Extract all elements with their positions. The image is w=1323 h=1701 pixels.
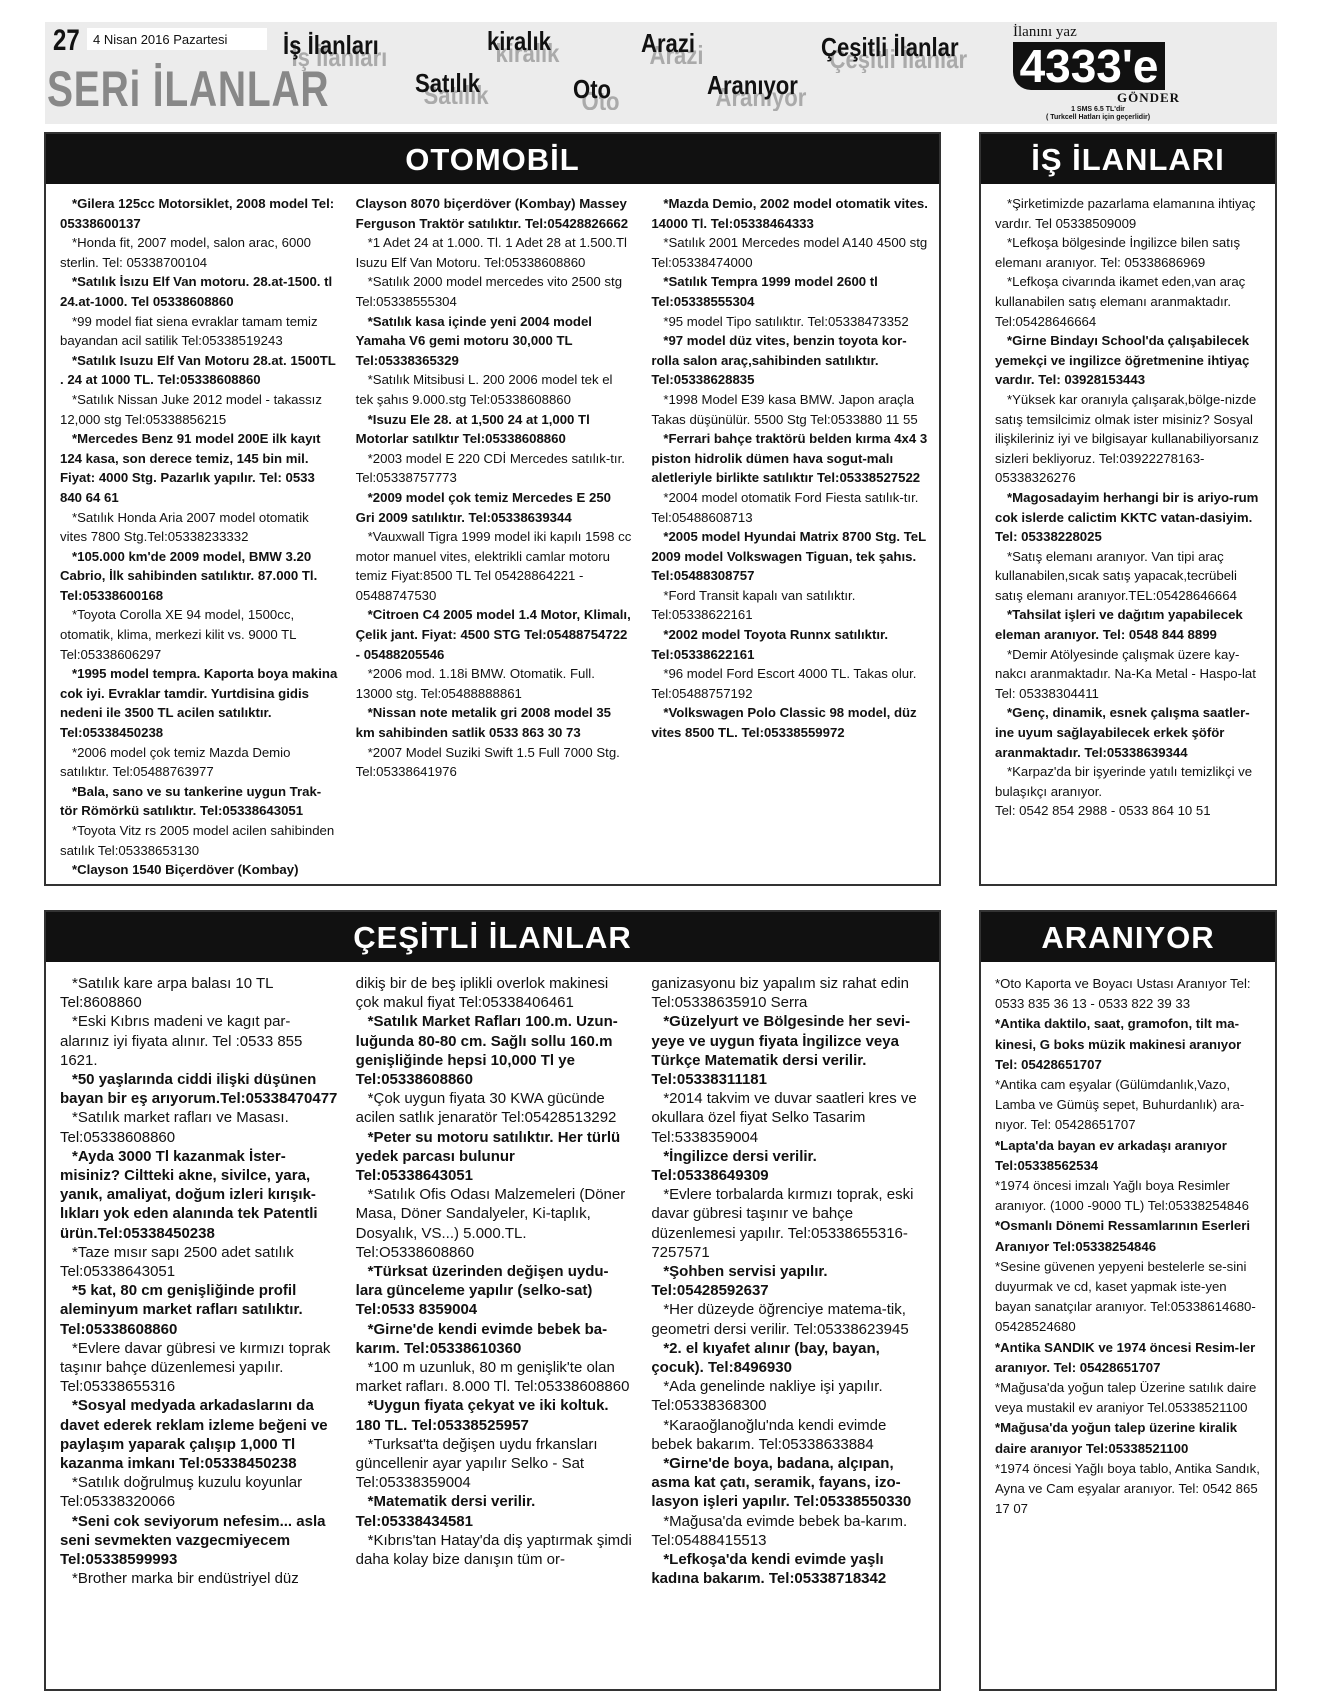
classified-ad: *Satılık Market Rafları 100.m. Uzun-luğunda 80-80 cm. Sağlı sollu 160.m genişliğinde hepsi 10,000 Tl ye Tel:05338608860 <box>355 1013 618 1089</box>
classified-ad: *Isuzu Ele 28. at 1,500 24 at 1,000 Tl Motorlar satılktır Tel:05338608860 <box>355 411 590 447</box>
classified-ad: *1974 öncesi Yağlı boya tablo, Antika Sandık, Ayna ve Cam eşyalar aranıyor. Tel: 0542 865 17 07 <box>995 1460 1260 1517</box>
classified-ad: *Türksat üzerinden değişen uydu-lara günceleme yapılır (selko-sat) Tel:0533 8359004 <box>355 1263 609 1319</box>
classified-ad: *100 m uzunluk, 80 m genişlik'te olan market rafları. 8.000 Tl. Tel:05338608860 <box>355 1359 630 1396</box>
classified-ad: *Toyota Corolla XE 94 model, 1500cc, otomatik, klima, merkezi kilit vs. 9000 TL Tel:05338606297 <box>60 607 296 662</box>
category-kiralik: kiralık <box>487 26 551 56</box>
classified-ad: *Girne'de boya, badana, alçıpan, asma kat çatı, seramik, fayans, izo-lasyon işleri yapılır. Tel:05338550330 <box>651 1455 912 1511</box>
section-cesitli-ilanlar <box>44 910 941 1691</box>
classified-ad: *Ada genelinde nakliye işi yapılır. Tel:05338368300 <box>651 1378 883 1415</box>
classified-ad: *97 model düz vites, benzin toyota kor-rolla salon araç,sahibinden satılıktır. Tel:05338628835 <box>651 333 907 388</box>
ad-column <box>995 194 1265 821</box>
classified-ad: *Antika SANDIK ve 1974 öncesi Resim-ler aranıyor. Tel: 05428651707 <box>995 1339 1256 1375</box>
classified-ad: *1998 Model E39 kasa BMW. Japon araçla Takas düşünülür. 5500 Stg Tel:0533880 11 55 <box>651 391 918 427</box>
classified-ad: *2002 model Toyota Runnx satılıktır. Tel:05338622161 <box>651 627 889 662</box>
classified-ad: *Toyota Vitz rs 2005 model acilen sahibinden satılık Tel:05338653130 <box>60 823 335 858</box>
classified-ad: *Yüksek kar oranıyla çalışarak,bölge-nizde satış temsilcimiz olmak ister misiniz? Sosyal ilişkileriniz iyi ve bilgisayar kullanabiliyorsanız sizleri bekliyoruz. Tel:03922278163-05338326276 <box>995 391 1259 486</box>
category-cesitli-ilanlar: Çeşitli İlanlar <box>821 32 959 62</box>
ad-column <box>356 194 634 880</box>
classified-ad: *Antika cam eşyalar (Gülümdanlık,Vazo, Lamba ve Gümüş sepet, Buhurdanlık) ara-nıyor. Tel: 05428651707 <box>995 1077 1245 1133</box>
classified-ad: *2003 model E 220 CDİ Mercedes satılık-tır. Tel:05338757773 <box>355 450 625 486</box>
section-heading: ÇEŞİTLİ İLANLAR <box>46 912 939 962</box>
logo-line2: GÖNDER <box>1117 90 1181 105</box>
classified-ad: *Osmanlı Dönemi Ressamlarının Eserleri Aranıyor Tel:05338254846 <box>995 1218 1251 1254</box>
classified-ad: *Tahsilat işleri ve dağıtım yapabilecek eleman aranıyor. Tel: 0548 844 8899 <box>995 607 1243 643</box>
classified-ad: Tel: 0542 854 2988 - 0533 864 10 51 <box>995 803 1211 819</box>
classified-ad: *Eski Kıbrıs madeni ve kagıt par-alarınız iyi fiyata alınır. Tel :0533 855 1621. <box>60 1013 303 1069</box>
classified-ad: *Volkswagen Polo Classic 98 model, düz vites 8500 TL. Tel:05338559972 <box>651 705 917 741</box>
classified-ad: *Lapta'da bayan ev arkadaşı aranıyor Tel:05338562534 <box>995 1137 1227 1173</box>
category-araniyor: Aranıyor <box>707 70 798 100</box>
classified-ad: *Matematik dersi verilir. Tel:05338434581 <box>355 1493 536 1530</box>
logo-note1: 1 SMS 6.5 TL'dir <box>1071 106 1125 113</box>
logo-number: 4333'e <box>1013 42 1165 90</box>
section-heading: İŞ İLANLARI <box>981 134 1275 184</box>
classified-ad: *Vauxwall Tigra 1999 model iki kapılı 1598 cc motor manuel vites, elektrikli camlar motoru temiz Fiyat:8500 TL Tel 05428864221 - 05488747530 <box>355 529 632 603</box>
classified-ad: *Ferrari bahçe traktörü belden kırma 4x4 3 piston hidrolik dümen hava sogut-malı aletleriyle birlikte satılıktır Tel:05338527522 <box>651 431 928 486</box>
classified-ad: *Mercedes Benz 91 model 200E ilk kayıt 124 kasa, son derece temiz, 145 bin mil. Fiyat: 4000 Stg. Pazarlık yapılır. Tel: 0533 840 64 61 <box>60 431 321 505</box>
classified-ad: *Satılık kasa içinde yeni 2004 model Yamaha V6 gemi motoru 30,000 TL Tel:05338365329 <box>355 313 592 368</box>
ad-column <box>995 974 1265 1519</box>
section-is-ilanlari <box>979 132 1277 886</box>
classified-ad: *2009 model çok temiz Mercedes E 250 Gri 2009 satılıktır. Tel:05338639344 <box>355 489 612 525</box>
classified-ad: *Lefkoşa bölgesinde İngilizce bilen satış elemanı aranıyor. Tel: 05338686969 <box>995 235 1241 270</box>
classified-ad: *105.000 km'de 2009 model, BMW 3.20 Cabrio, İlk sahibinden satılıktır. 87.000 Tl. Tel:05338600168 <box>60 548 318 603</box>
page-number: 27 <box>53 24 80 57</box>
section-araniyor <box>979 910 1277 1691</box>
classified-ad: *Antika daktilo, saat, gramofon, tilt ma-kinesi, G boks müzik makinesi aranıyor Tel: 05428651707 <box>995 1016 1242 1072</box>
classified-ad: *50 yaşlarında ciddi ilişki düşünen bayan bir eş arıyorum.Tel:05338470477 <box>60 1071 338 1108</box>
sms-logo <box>1013 22 1277 122</box>
classified-ad: *2004 model otomatik Ford Fiesta satılık-tır. Tel:05488608713 <box>651 489 919 525</box>
classified-ad: *Sosyal medyada arkadaslarını da davet ederek reklam izleme beğeni ve paylaşım yaparak çalışıp 1,000 Tl kazanma imkanı Tel:05338450238 <box>60 1397 328 1473</box>
category-is-ilanlari: İş İlanları <box>283 30 379 60</box>
classified-ad: *Satılık Ofis Odası Malzemeleri (Döner Masa, Döner Sandalyeler, Ki-taplık, Dosyalık, VS...) 5.000.TL. Tel:O5338608860 <box>355 1186 626 1261</box>
classified-ad: *Satılık 2000 model mercedes vito 2500 stg Tel:05338555304 <box>355 274 623 309</box>
classified-ad: *Güzelyurt ve Bölgesinde her sevi-yeye ve uygun fiyata İngilizce veya Türkçe Matematik dersi verilir. Tel:05338311181 <box>651 1013 911 1089</box>
classified-ad: *Her düzeyde öğrenciye matema-tik, geometri dersi verilir. Tel:05338623945 <box>651 1301 909 1338</box>
section-otomobil <box>44 132 941 886</box>
section-heading: ARANIYOR <box>981 912 1275 962</box>
classified-ad: ganizasyonu biz yapalım siz rahat edin Tel:05338635910 Serra <box>651 975 909 1012</box>
classified-ad: dikiş bir de beş iplikli overlok makinesi çok makul fiyat Tel:05338406461 <box>355 975 609 1012</box>
page-header <box>45 22 1277 124</box>
classified-ad: *2005 model Hyundai Matrix 8700 Stg. TeL 2009 model Volkswagen Tiguan, tek şahıs. Tel:05488308757 <box>651 529 926 584</box>
logo-notes <box>1033 106 1163 122</box>
classified-ad: *5 kat, 80 cm genişliğinde profil aleminyum market rafları satılıktır. Tel:05338608860 <box>60 1282 303 1338</box>
classified-ad: *Citroen C4 2005 model 1.4 Motor, Klimalı, Çelik jant. Fiyat: 4500 STG Tel:05488754722 - 05488205546 <box>355 607 631 662</box>
section-heading: OTOMOBİL <box>46 134 939 184</box>
classified-ad: *Peter su motoru satılıktır. Her türlü yedek parcası bulunur Tel:05338643051 <box>355 1128 621 1185</box>
classified-ad: *Satılık Tempra 1999 model 2600 tl Tel:05338555304 <box>651 274 878 309</box>
logo-line1: İlanını yaz <box>1013 24 1077 40</box>
classified-ad: *99 model fiat siena evraklar tamam temiz bayandan acil satilik Tel:05338519243 <box>60 313 318 349</box>
classified-ad: *Satılık kare arpa balası 10 TL Tel:8608860 <box>60 975 273 1012</box>
ad-column <box>60 194 338 880</box>
classified-ad: *2007 Model Suziki Swift 1.5 Full 7000 Stg. Tel:05338641976 <box>355 744 620 780</box>
classified-ad: *2006 mod. 1.18i BMW. Otomatik. Full. 13000 stg. Tel:05488888861 <box>355 666 595 701</box>
classified-ad: *Satılık Isuzu Elf Van Motoru 28.at. 1500TL . 24 at 1000 TL. Tel:05338608860 <box>60 352 336 388</box>
classified-ad: *Demir Atölyesinde çalışmak üzere kay-nakcı aranmaktadır. Na-Ka Metal - Haspo-lat Tel: 05338304411 <box>995 646 1256 701</box>
classified-ad: *Satılık market rafları ve Masası. Tel:05338608860 <box>60 1109 289 1146</box>
ad-column <box>356 974 634 1589</box>
classified-ad: Clayson 8070 biçerdöver (Kombay) Massey Ferguson Traktör satılıktır. Tel:05428826662 <box>355 196 629 231</box>
classified-ad: *Lefkoşa civarında ikamet eden,van araç kullanabilen satış elemanı aranmaktadır. Tel:05428646664 <box>995 274 1246 329</box>
classified-ad: *Clayson 1540 Biçerdöver (Kombay) <box>72 862 299 878</box>
classified-ad: *Karpaz'da bir işyerinde yatılı temizlikçi ve bulaşıkçı aranıyor. <box>995 764 1253 799</box>
classified-ad: *Mağusa'da evimde bebek ba-karım. Tel:05488415513 <box>651 1512 908 1549</box>
classified-ad: *95 model Tipo satılıktır. Tel:05338473352 <box>663 313 909 329</box>
classified-ad: *Gilera 125cc Motorsiklet, 2008 model Tel: 05338600137 <box>60 196 335 231</box>
logo-note2: ( Turkcell Hatları için geçerlidir) <box>1045 114 1151 121</box>
classified-ad: *Mağusa'da yoğun talep Üzerine satılık daire veya mustakil ev araniyor Tel.05338521100 <box>995 1380 1257 1416</box>
classified-ad: *Satılık doğrulmuş kuzulu koyunlar Tel:05338320066 <box>60 1474 303 1511</box>
classified-ad: *Karaoğlanoğlu'nda kendi evimde bebek bakarım. Tel:05338633884 <box>651 1416 887 1453</box>
classified-ad: *Evlere davar gübresi ve kırmızı toprak taşınır bahçe düzenlemesi yapılır. Tel:05338655316 <box>60 1339 331 1396</box>
classified-ad: *Magosadayim herhangi bir is ariyo-rum cok islerde calictim KKTC vatan-dasiyim. Tel: 05338228025 <box>995 489 1259 545</box>
classified-ad: *2. el kıyafet alınır (bay, bayan, çocuk). Tel:8496930 <box>651 1339 880 1377</box>
classified-ad: *Evlere torbalarda kırmızı toprak, eski davar gübresi taşınır ve bahçe düzenlemesi yapılır. Tel:05338655316- 7257571 <box>651 1186 914 1261</box>
classified-ad: *Ford Transit kapalı van satılıktır. Tel:05338622161 <box>651 587 856 623</box>
classified-ad: *Bala, sano ve su tankerine uygun Trak-tör Römörkü satılıktır. Tel:05338643051 <box>60 783 322 819</box>
classified-ad: *Uygun fiyata çekyat ve iki koltuk. 180 TL. Tel:05338525957 <box>355 1397 609 1434</box>
classified-ad: *2014 takvim ve duvar saatleri kres ve okullara özel fiyat Selko Tasarim Tel:5338359004 <box>651 1090 917 1146</box>
ad-column <box>651 194 929 880</box>
classified-ad: *Honda fit, 2007 model, salon arac, 6000 sterlin. Tel: 05338700104 <box>60 235 311 270</box>
section-title: SERi İLANLAR <box>47 61 330 117</box>
classified-ad: *Çok uygun fiyata 30 KWA gücünde acilen satlık jenaratör Tel:05428513292 <box>355 1090 617 1127</box>
category-satilik: Satılık <box>415 68 481 98</box>
category-oto: Oto <box>573 74 612 104</box>
classified-ad: *96 model Ford Escort 4000 TL. Takas olur. Tel:05488757192 <box>651 666 917 701</box>
classified-ad: *Turksat'ta değişen uydu frkansları güncellenir ayar yapılır Selko - Sat Tel:05338359004 <box>355 1435 598 1492</box>
classified-ad: *1995 model tempra. Kaporta boya makina cok iyi. Evraklar tamdir. Yurtdisina gidis nedeni ile 3500 TL acilen satılıktır. Tel:05338450238 <box>60 666 338 741</box>
issue-date: 4 Nisan 2016 Pazartesi <box>87 28 267 50</box>
classified-ad: *Oto Kaporta ve Boyacı Ustası Aranıyor Tel: 0533 835 36 13 - 0533 822 39 33 <box>995 976 1251 1012</box>
classified-ad: *Nissan note metalik gri 2008 model 35 km sahibinden satlik 0533 863 30 73 <box>355 705 611 741</box>
classified-ad: *Brother marka bir endüstriyel düz <box>72 1570 299 1588</box>
classified-ad: *Lefkoşa'da kendi evimde yaşlı kadına bakarım. Tel:05338718342 <box>651 1551 887 1588</box>
classified-ad: *Genç, dinamik, esnek çalışma saatler-ine uyum sağlayabilecek erkek şöför aranmaktadır. Tel:05338639344 <box>995 705 1250 760</box>
classified-ad: *Satılık Nissan Juke 2012 model - takassız 12,000 stg Tel:05338856215 <box>60 391 322 427</box>
classified-ad: *Kıbrıs'tan Hatay'da diş yaptırmak şimdi daha kolay bize danışın tüm or- <box>355 1531 632 1569</box>
classified-ad: *Seni cok seviyorum nefesim... asla seni sevmekten vazgecmiyecem Tel:05338599993 <box>60 1512 326 1569</box>
classified-ad: *Satılık Mitsibusi L. 200 2006 model tek el tek şahıs 9.000.stg Tel:05338608860 <box>355 372 613 407</box>
classified-ad: *Şirketimizde pazarlama elamanına ihtiyaç vardır. Tel 05338509009 <box>995 196 1256 231</box>
classified-ad: *Mağusa'da yoğun talep üzerine kiralik daire aranıyor Tel:05338521100 <box>995 1420 1238 1456</box>
classified-ad: *2006 model çok temiz Mazda Demio satılıktır. Tel:05488763977 <box>60 744 291 780</box>
classified-ad: *Taze mısır sapı 2500 adet satılık Tel:05338643051 <box>60 1243 294 1281</box>
classified-ad: *Girne'de kendi evimde bebek ba-karım. Tel:05338610360 <box>355 1320 608 1357</box>
classified-ad: *Sesine güvenen yepyeni bestelerle se-sini duyurmak ve cd, kaset yapmak iste-yen bayan sanatçılar aranıyor. Tel:05338614680-05428524680 <box>995 1258 1256 1335</box>
classified-ad: *Ayda 3000 Tl kazanmak İster-misiniz? Ciltteki akne, sivilce, yara, yanık, amaliyat, doğum izleri kırışık-lıkları yok eden alanında tek Patentli ürün.Tel:05338450238 <box>60 1147 318 1242</box>
ad-column <box>651 974 929 1589</box>
classified-ad: *İngilizce dersi verilir. Tel:05338649309 <box>651 1147 817 1185</box>
classified-ad: *1974 öncesi imzalı Yağlı boya Resimler aranıyor. (1000 -9000 TL) Tel:05338254846 <box>995 1178 1249 1214</box>
classified-ad: *Satılık İsızu Elf Van motoru. 28.at-1500. tl 24.at-1000. Tel 05338608860 <box>60 274 333 309</box>
ad-column <box>60 974 338 1589</box>
classified-ad: *1 Adet 24 at 1.000. Tl. 1 Adet 28 at 1.500.Tl Isuzu Elf Van Motoru. Tel:05338608860 <box>355 235 627 270</box>
classified-ad: *Satış elemanı aranıyor. Van tipi araç kullanabilen,sıcak satış yapacak,tecrübeli satış elemanı aranıyor.TEL:05428646664 <box>995 548 1237 603</box>
category-arazi: Arazi <box>641 28 696 58</box>
classified-ad: *Girne Bindayı School'da çalışabilecek yemekçi ve ingilizce öğretmenine ihtiyaç vardır. Tel: 03928153443 <box>995 333 1250 388</box>
classified-ad: *Şohben servisi yapılır. Tel:05428592637 <box>651 1263 828 1300</box>
classified-ad: *Mazda Demio, 2002 model otomatik vites. 14000 Tl. Tel:05338464333 <box>651 196 928 231</box>
classified-ad: *Satılık Honda Aria 2007 model otomatik vites 7800 Stg.Tel:05338233332 <box>60 509 309 545</box>
classified-ad: *Satılık 2001 Mercedes model A140 4500 stg Tel:05338474000 <box>651 235 928 270</box>
